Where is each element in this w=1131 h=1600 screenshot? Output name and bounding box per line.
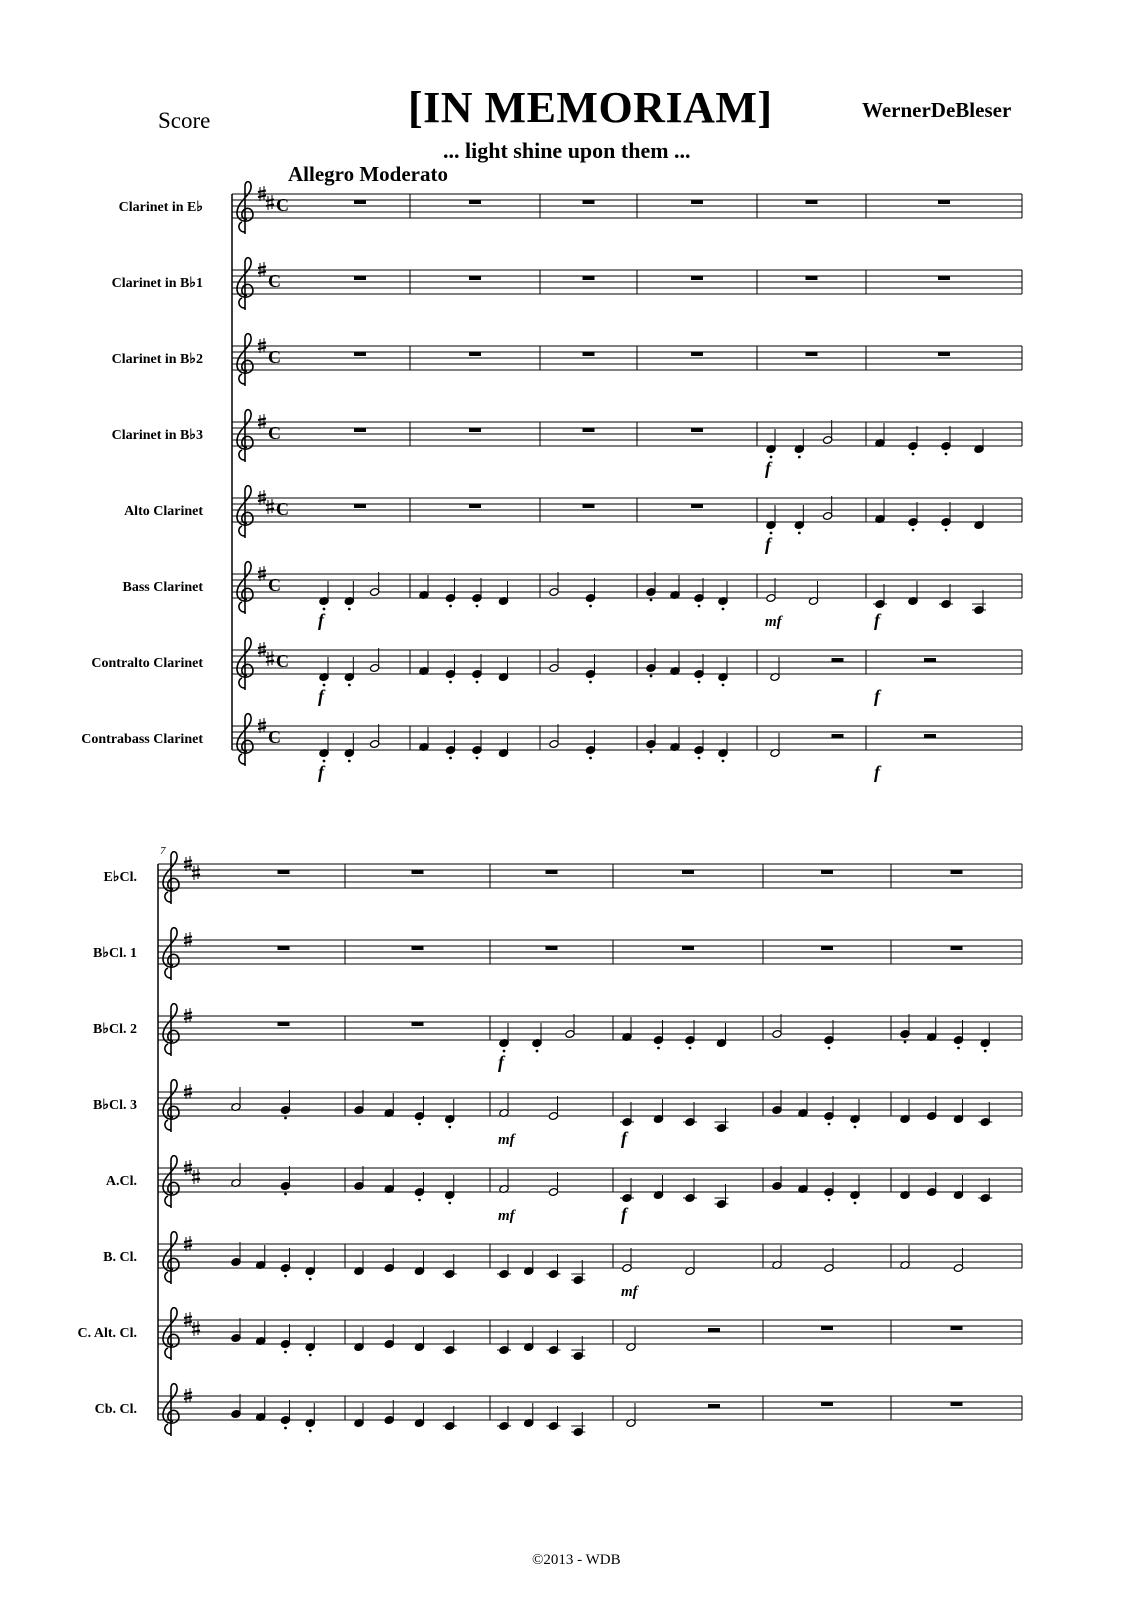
note: [875, 499, 885, 523]
common-time-icon: C: [268, 347, 281, 367]
note: [772, 1245, 782, 1269]
note: [798, 1093, 808, 1117]
treble-clef-icon: [237, 182, 253, 234]
note: [414, 1403, 424, 1427]
staff: [93, 928, 1022, 980]
note: [414, 1096, 424, 1125]
note: [927, 1172, 937, 1196]
whole-rest-icon: [412, 870, 424, 874]
half-rest-icon: [924, 658, 936, 662]
note: [694, 578, 704, 607]
sharp-icon: [192, 1169, 200, 1184]
whole-rest-icon: [691, 352, 703, 356]
common-time-icon: C: [268, 575, 281, 595]
treble-clef-icon: [237, 562, 253, 614]
note: [953, 1099, 963, 1123]
note: [798, 1169, 808, 1193]
note: [850, 1175, 860, 1204]
note: [280, 1400, 290, 1429]
note: [900, 1175, 910, 1199]
note: [384, 1400, 394, 1424]
note: [670, 651, 680, 675]
system-2: [78, 845, 1023, 1436]
note: [978, 1178, 992, 1202]
note: [715, 1108, 729, 1132]
note: [718, 657, 728, 686]
note: [231, 1318, 241, 1342]
note: [231, 1242, 241, 1266]
whole-rest-icon: [938, 352, 950, 356]
note: [532, 1023, 542, 1052]
note: [908, 502, 918, 531]
staff: [112, 334, 1022, 386]
note: [443, 1254, 457, 1278]
note: [908, 581, 918, 605]
note: [305, 1327, 315, 1356]
whole-rest-icon: [354, 276, 366, 280]
whole-rest-icon: [951, 1326, 963, 1330]
note: [646, 724, 656, 753]
staff: [124, 486, 1022, 538]
common-time-icon: C: [268, 423, 281, 443]
dynamic-forte: f: [621, 1204, 627, 1224]
whole-rest-icon: [412, 946, 424, 950]
note: [824, 1172, 834, 1201]
note: [231, 1394, 241, 1418]
staff: [93, 1004, 1022, 1056]
treble-clef-icon: [163, 928, 179, 980]
note: [685, 1251, 695, 1275]
note: [472, 578, 482, 607]
note: [794, 429, 804, 458]
note: [499, 1169, 509, 1193]
common-time-icon: C: [276, 651, 289, 671]
note: [622, 1248, 632, 1272]
whole-rest-icon: [583, 352, 595, 356]
sharp-icon: [266, 651, 274, 666]
whole-rest-icon: [469, 352, 481, 356]
note: [305, 1251, 315, 1280]
note: [766, 505, 776, 534]
note: [626, 1327, 636, 1351]
note: [547, 1406, 561, 1430]
note: [585, 654, 595, 683]
note: [585, 578, 595, 607]
half-rest-icon: [924, 734, 936, 738]
note: [524, 1251, 534, 1275]
whole-rest-icon: [278, 1022, 290, 1026]
note: [231, 1087, 241, 1111]
instrument-label: Clarinet in B♭1: [111, 276, 203, 291]
whole-rest-icon: [546, 870, 558, 874]
note: [766, 578, 776, 602]
note: [824, 1020, 834, 1049]
dynamic-forte: f: [621, 1128, 627, 1148]
note: [499, 1093, 509, 1117]
dynamic-forte: f: [318, 686, 324, 706]
whole-rest-icon: [951, 1402, 963, 1406]
note: [497, 1254, 511, 1278]
staff: [112, 410, 1022, 462]
note: [685, 1020, 695, 1049]
dynamic-mezzo_forte: mf: [765, 614, 782, 630]
note: [547, 1330, 561, 1354]
note: [370, 648, 380, 672]
treble-clef-icon: [163, 1384, 179, 1436]
whole-rest-icon: [583, 200, 595, 204]
note: [547, 1254, 561, 1278]
whole-rest-icon: [583, 276, 595, 280]
note: [354, 1251, 364, 1275]
note: [953, 1020, 963, 1049]
dynamic-forte: f: [874, 686, 880, 706]
note: [980, 1023, 990, 1052]
note: [445, 578, 455, 607]
composer-name: WernerDeBleser: [862, 98, 1012, 122]
treble-clef-icon: [237, 638, 253, 690]
note: [256, 1245, 266, 1269]
note: [445, 654, 455, 683]
note: [384, 1169, 394, 1193]
whole-rest-icon: [938, 200, 950, 204]
note: [683, 1102, 697, 1126]
instrument-label: Clarinet in E♭: [118, 200, 203, 215]
whole-rest-icon: [583, 428, 595, 432]
dynamic-mezzo_forte: mf: [498, 1208, 515, 1224]
whole-rest-icon: [682, 946, 694, 950]
note: [443, 1330, 457, 1354]
treble-clef-icon: [163, 1232, 179, 1284]
instrument-label: Clarinet in B♭3: [111, 428, 203, 443]
instrument-label: A.Cl.: [105, 1174, 137, 1189]
note: [498, 581, 508, 605]
whole-rest-icon: [412, 1022, 424, 1026]
note: [953, 1248, 963, 1272]
whole-rest-icon: [691, 276, 703, 280]
note: [718, 733, 728, 762]
note: [694, 654, 704, 683]
staff: [119, 182, 1022, 234]
note: [808, 581, 818, 605]
half-rest-icon: [832, 734, 844, 738]
note: [354, 1403, 364, 1427]
whole-rest-icon: [821, 1402, 833, 1406]
note: [231, 1163, 241, 1187]
note: [524, 1327, 534, 1351]
note: [772, 1090, 782, 1114]
note: [824, 1248, 834, 1272]
note: [319, 657, 329, 686]
whole-rest-icon: [951, 870, 963, 874]
note: [419, 727, 429, 751]
whole-rest-icon: [691, 428, 703, 432]
whole-rest-icon: [354, 504, 366, 508]
dynamic-forte: f: [318, 762, 324, 782]
dynamic-forte: f: [765, 534, 771, 554]
treble-clef-icon: [163, 852, 179, 904]
treble-clef-icon: [163, 1308, 179, 1360]
note: [354, 1327, 364, 1351]
note: [694, 730, 704, 759]
instrument-label: Contrabass Clarinet: [81, 732, 203, 747]
tempo-marking: Allegro Moderato: [288, 162, 448, 186]
note: [445, 1175, 455, 1204]
whole-rest-icon: [938, 276, 950, 280]
sharp-icon: [192, 1321, 200, 1336]
dynamic-forte: f: [765, 458, 771, 478]
sharp-icon: [192, 865, 200, 880]
treble-clef-icon: [237, 410, 253, 462]
dynamic-forte: f: [874, 610, 880, 630]
dynamic-mezzo_forte: mf: [498, 1132, 515, 1148]
note: [414, 1327, 424, 1351]
note: [319, 733, 329, 762]
note: [280, 1324, 290, 1353]
note: [824, 1096, 834, 1125]
staff: [95, 1384, 1022, 1437]
note: [549, 648, 559, 672]
whole-rest-icon: [354, 200, 366, 204]
treble-clef-icon: [163, 1080, 179, 1132]
whole-rest-icon: [951, 946, 963, 950]
note: [908, 426, 918, 455]
instrument-label: Clarinet in B♭2: [111, 352, 203, 367]
note: [875, 423, 885, 447]
whole-rest-icon: [354, 428, 366, 432]
dynamic-forte: f: [498, 1052, 504, 1072]
note: [344, 581, 354, 610]
note: [497, 1406, 511, 1430]
note: [548, 1172, 558, 1196]
system-1: [81, 182, 1022, 782]
note: [941, 502, 951, 531]
dynamic-forte: f: [318, 610, 324, 630]
staff: [106, 1156, 1022, 1209]
instrument-label: Contralto Clarinet: [91, 656, 203, 671]
note: [499, 1023, 509, 1052]
note: [280, 1166, 290, 1195]
note: [445, 730, 455, 759]
subtitle: ... light shine upon them ...: [443, 138, 691, 163]
note: [344, 733, 354, 762]
instrument-label: B. Cl.: [103, 1250, 137, 1265]
note: [900, 1014, 910, 1043]
note: [498, 733, 508, 757]
note: [900, 1099, 910, 1123]
note: [620, 1102, 634, 1126]
note: [280, 1090, 290, 1119]
sharp-icon: [266, 499, 274, 514]
half-rest-icon: [708, 1404, 720, 1408]
note: [670, 727, 680, 751]
staff: [104, 852, 1022, 904]
note: [524, 1403, 534, 1427]
note: [766, 429, 776, 458]
note: [280, 1248, 290, 1277]
note: [497, 1330, 511, 1354]
whole-rest-icon: [821, 870, 833, 874]
score-label: Score: [158, 108, 211, 133]
note: [972, 590, 986, 614]
half-rest-icon: [832, 658, 844, 662]
note: [384, 1248, 394, 1272]
note: [653, 1099, 663, 1123]
common-time-icon: C: [276, 195, 289, 215]
whole-rest-icon: [691, 200, 703, 204]
note: [953, 1175, 963, 1199]
treble-clef-icon: [163, 1156, 179, 1208]
note: [927, 1017, 937, 1041]
note: [941, 426, 951, 455]
whole-rest-icon: [278, 946, 290, 950]
whole-rest-icon: [806, 352, 818, 356]
instrument-label: E♭Cl.: [103, 870, 137, 885]
note: [823, 420, 833, 444]
instrument-label: Alto Clarinet: [124, 504, 203, 519]
note: [354, 1090, 364, 1114]
note: [498, 657, 508, 681]
note: [626, 1403, 636, 1427]
common-time-icon: C: [276, 499, 289, 519]
note: [620, 1178, 634, 1202]
whole-rest-icon: [469, 276, 481, 280]
note: [443, 1406, 457, 1430]
note: [549, 724, 559, 748]
whole-rest-icon: [278, 870, 290, 874]
instrument-label: B♭Cl. 3: [93, 1098, 137, 1113]
note: [571, 1260, 585, 1284]
note: [715, 1184, 729, 1208]
note: [370, 724, 380, 748]
note: [718, 581, 728, 610]
note: [770, 657, 780, 681]
note: [850, 1099, 860, 1128]
staff: [91, 638, 1022, 690]
measure-number: 7: [160, 845, 166, 857]
staff: [123, 562, 1023, 615]
instrument-label: Bass Clarinet: [122, 580, 203, 595]
note: [585, 730, 595, 759]
staff: [81, 714, 1022, 766]
dynamic-mezzo_forte: mf: [621, 1284, 638, 1300]
note: [646, 572, 656, 601]
copyright: ©2013 - WDB: [532, 1552, 621, 1568]
note: [419, 651, 429, 675]
common-time-icon: C: [268, 727, 281, 747]
dynamic-forte: f: [874, 762, 880, 782]
whole-rest-icon: [682, 870, 694, 874]
whole-rest-icon: [469, 504, 481, 508]
whole-rest-icon: [354, 352, 366, 356]
page-title: [IN MEMORIAM]: [408, 83, 773, 132]
note: [653, 1175, 663, 1199]
note: [927, 1096, 937, 1120]
note: [472, 730, 482, 759]
note: [794, 505, 804, 534]
whole-rest-icon: [806, 200, 818, 204]
note: [354, 1166, 364, 1190]
note: [646, 648, 656, 677]
whole-rest-icon: [583, 504, 595, 508]
whole-rest-icon: [806, 276, 818, 280]
note: [939, 584, 953, 608]
treble-clef-icon: [163, 1004, 179, 1056]
note: [900, 1245, 910, 1269]
note: [472, 654, 482, 683]
note: [384, 1324, 394, 1348]
note: [565, 1014, 575, 1038]
whole-rest-icon: [691, 504, 703, 508]
note: [419, 575, 429, 599]
whole-rest-icon: [821, 1326, 833, 1330]
note: [370, 572, 380, 596]
note: [653, 1020, 663, 1049]
note: [256, 1321, 266, 1345]
half-rest-icon: [708, 1328, 720, 1332]
instrument-label: C. Alt. Cl.: [77, 1326, 137, 1341]
note: [873, 584, 887, 608]
note: [384, 1093, 394, 1117]
note: [344, 657, 354, 686]
note: [716, 1023, 726, 1047]
note: [770, 733, 780, 757]
note: [571, 1336, 585, 1360]
treble-clef-icon: [237, 486, 253, 538]
note: [823, 496, 833, 520]
note: [445, 1099, 455, 1128]
note: [414, 1251, 424, 1275]
treble-clef-icon: [237, 258, 253, 310]
note: [305, 1403, 315, 1432]
whole-rest-icon: [469, 200, 481, 204]
note: [414, 1172, 424, 1201]
note: [571, 1412, 585, 1436]
note: [256, 1397, 266, 1421]
sharp-icon: [266, 195, 274, 210]
note: [319, 581, 329, 610]
whole-rest-icon: [469, 428, 481, 432]
instrument-label: B♭Cl. 1: [93, 946, 137, 961]
treble-clef-icon: [237, 714, 253, 766]
note: [974, 505, 984, 529]
note: [772, 1014, 782, 1038]
note: [622, 1017, 632, 1041]
common-time-icon: C: [268, 271, 281, 291]
note: [549, 572, 559, 596]
whole-rest-icon: [821, 946, 833, 950]
whole-rest-icon: [546, 946, 558, 950]
instrument-label: Cb. Cl.: [94, 1402, 137, 1417]
note: [683, 1178, 697, 1202]
note: [974, 429, 984, 453]
note: [670, 575, 680, 599]
instrument-label: B♭Cl. 2: [93, 1022, 137, 1037]
note: [548, 1096, 558, 1120]
treble-clef-icon: [237, 334, 253, 386]
staff: [112, 258, 1022, 310]
staff: [78, 1308, 1023, 1361]
staff: [93, 1080, 1022, 1133]
note: [772, 1166, 782, 1190]
note: [978, 1102, 992, 1126]
staff: [103, 1232, 1022, 1285]
